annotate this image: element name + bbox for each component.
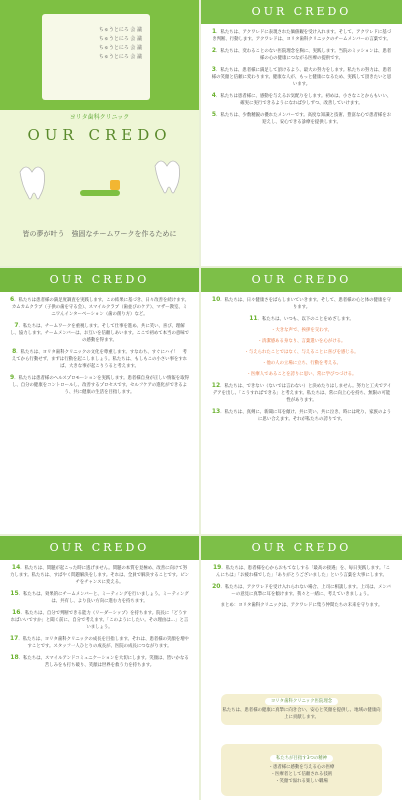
credo-number: 6	[10, 296, 15, 303]
panel-header	[0, 268, 199, 292]
credo-text: ．私たちは、アクワレドを受け入れられない場合、上司に相談します。上司は、メンバーの意見に真摯に耳を傾けます。我々と一緒に、考えていきましょう。	[220, 585, 391, 597]
credo-item	[10, 590, 189, 605]
credo-item	[10, 609, 189, 631]
panel-header	[201, 536, 402, 560]
tooth-mascots-illustration	[0, 150, 199, 220]
cover-title: OUR CREDO	[27, 126, 172, 144]
panel-title: OUR CREDO	[251, 5, 352, 18]
credo-number: 19	[212, 564, 222, 571]
credo-item	[211, 296, 392, 311]
credo-number: 13	[211, 408, 221, 415]
credo-panel-14-18	[0, 536, 199, 800]
credo-number: 10	[211, 296, 221, 303]
tooth-icon	[20, 167, 45, 199]
cover-panel	[0, 0, 199, 266]
credo-number: 12	[211, 382, 221, 389]
credo-number: 5	[211, 111, 217, 118]
panel-header	[201, 268, 402, 292]
credo-text: ．私たちは、スマイルアンドコミュニケーションを大切にします。笑顔は、皆いかなる苦しみをも打ち破り、笑顔は世界を救う力を持ちます。	[18, 656, 189, 668]
credo-number: 11	[249, 315, 258, 322]
credo-number: 14	[11, 564, 21, 571]
credo-item	[10, 564, 189, 586]
panel-header	[0, 536, 199, 560]
credo-item	[211, 315, 392, 323]
credo-item	[10, 296, 189, 318]
clinic-name: ヨリタ歯科クリニック	[69, 114, 130, 121]
tooth-icon	[155, 161, 180, 193]
philosophy-text: 私たちは、患者様の健康に真摯に向き合い、安心と笑顔を提供し、地域の健康向上に貢献します。	[222, 708, 381, 720]
bullet-item: ・清潔感ある身なり、言葉遣いを心がける。	[257, 339, 346, 344]
credo-item	[10, 374, 189, 396]
credo-item	[10, 348, 189, 370]
bullet-item: ・大きな声で、挨拶を交わす。	[270, 328, 333, 333]
credo-item	[211, 408, 392, 423]
credo-number: 15	[10, 590, 19, 597]
summary-text: まとめ：ヨリタ歯科クリニックは、アクワレドに集う仲間たちの未来を守ります。	[220, 603, 383, 608]
cover-tagline: 皆の夢が叶う 強固なチームワークを作るために	[22, 230, 177, 238]
credo-number: 4	[211, 92, 216, 99]
credo-list	[201, 296, 402, 427]
credo-number: 20	[212, 583, 221, 590]
credo-text: ．私たちは、問題が起こった時に逃げません。問題の本質を見極め、改善に向けて努力します。私たちは、すばやく問題解決をします。それは、全員で解決することです。ピンチをチャンスに変える。	[10, 566, 189, 585]
credo-item	[211, 382, 392, 404]
credo-item	[10, 654, 189, 669]
credo-text: ．私たちは患者様の満足度調査を実践します。この結果に基づき、日々改善を続けます。カムカムクラブ（子供の歯を守る会）、スマイルクラブ（歯並びのケア）、マザー教室、ミニワんインターベーション（歯の削り方）など。	[11, 298, 189, 317]
credo-item	[211, 47, 392, 62]
panel-header	[201, 0, 402, 24]
credo-text: ．私たちは、できない（ないでは言わない）と決めたりはしません。努力と工夫でアイデアを出し、「こうすればできる」と考えます。私たちは、常に向上心を持ち、無限の可能性があります。	[212, 384, 392, 403]
cover-title-box	[42, 14, 150, 100]
panel-title: OUR CREDO	[49, 273, 150, 286]
credo-item	[211, 92, 392, 107]
credo-text: ．私たちは、ヨリタ歯科クリニックの文化を尊重します。すなわち、すぐにハイ！ 考えてから行動せず、まずは行動を起こしましょう。私たちは、もしもこの小さい事をすれば、大きな事が起こりうると考えます。	[11, 350, 188, 369]
cover-line: ちゅうとにろ 会 議	[98, 36, 142, 42]
credo-panel-10-13	[201, 268, 402, 534]
panel-title: OUR CREDO	[251, 273, 352, 286]
credo-text: ．私たちは、自分で判断できる能力（リーダーシップ）を持ちます。院長に「どうすればいいですか」と聞く前に、自分で考えます。「このようにしたい。その理由は…」と言いましょう。	[10, 611, 189, 630]
panel-title: OUR CREDO	[49, 541, 150, 554]
cover-line: ちゅうとにろ 会 議	[98, 45, 142, 51]
credo-text: ．私たちは、アクワレドに表現された価値観を受け入れます。そして、アクワレドに基づき判断、行動します。アクワレドは、ヨリタ歯科クリニックのチームメンバーの言葉です。	[212, 30, 392, 42]
cover-line: ちゅうとにろ 会 議	[98, 27, 142, 33]
cover-line: ちゅうとにろ 会 議	[98, 54, 142, 60]
spirit-heading: 私たちが目指す3つの精神	[270, 755, 333, 762]
credo-text: ．私たちは患者様に、感動を与えるお気配りをします。初めは、小さなことからもいい、確実に実行できるようになれば少しずつ、改善していけます。	[215, 94, 392, 106]
credo-text: ．私たちは、ヨリタ歯科クリニックの成長を目指します。それは、患者様の笑顔を増やすことです。スタッフ一人ひとりの成長が、医院の成長につながります。	[18, 637, 189, 649]
credo-number: 2	[211, 47, 217, 54]
credo-text: ．私たちは、チームワークを重視します。そして仕事を進め、共に笑い、喜び、理解し、協力します。チームメンバーは、お互いを信頼しあいます。ここで初めて本当の意味での感動を得ます。	[10, 324, 190, 343]
credo-panel-6-9	[0, 268, 199, 534]
cover-header	[0, 0, 199, 110]
credo-item	[10, 322, 189, 344]
credo-list	[0, 296, 199, 400]
credo-item	[211, 564, 392, 579]
credo-item	[211, 66, 392, 88]
spirit-text: ・患者様に感動を与える心の医療 ・医療者として信頼される技術 ・笑顔で溢れる楽しい職場	[268, 765, 335, 784]
bullet-item: ・他の人の立場に立ち、行動を考える。	[261, 361, 342, 366]
credo-number: 16	[12, 609, 21, 616]
credo-item	[211, 111, 392, 126]
credo-list	[0, 564, 199, 673]
philosophy-heading: ヨリタ歯科クリニック医院理念	[265, 698, 338, 705]
credo-panel-19-20	[201, 536, 402, 800]
credo-text: ．私たちは、患者様を心からおもてなしする「最高の接遇」を、毎日実践します。「こんにちは」「お疲れ様でした」「ありがとうございました」という言葉を大事にします。	[216, 566, 391, 578]
credo-item	[10, 635, 189, 650]
credo-item	[211, 28, 392, 43]
credo-text: ．私たちは患者様のヘルスプロモーションを実践します。患者様自身が正しい情報を取得し、自分の健康をコントロールし、改善するプロセスです。セルフケアの進化ができるよう、共に健康の生活を目指します。	[11, 376, 189, 395]
philosophy-box	[221, 694, 382, 725]
credo-number: 9	[10, 374, 15, 381]
credo-text: ．私たちは、いつも、以下のことをめざします。	[257, 317, 354, 322]
credo-item	[211, 583, 392, 598]
bullet-item: ・医療人であることを誇りに思い、常に学びつづける。	[246, 372, 357, 377]
credo-number: 1	[211, 28, 217, 35]
credo-text: ．私たちは、日々健康さをばらしまいていきます。そして、患者様の心と体の健康を守ります。	[220, 298, 392, 310]
spirit-box	[221, 744, 382, 796]
credo-number: 18	[10, 654, 19, 661]
panel-title: OUR CREDO	[251, 541, 352, 554]
credo-text: ．私たちは、効果的にチームメンバーと、ミーティングを行いましょう。ミーティングは、共有し、より良い方向に進む力を持ちます。	[18, 592, 189, 604]
credo-number: 8	[12, 348, 17, 355]
credo-number: 17	[10, 635, 19, 642]
credo-number: 7	[14, 322, 19, 329]
toothbrush-icon	[80, 180, 120, 196]
credo-list	[201, 564, 402, 613]
credo-panel-1-5	[201, 0, 402, 266]
credo-text: ．私たちは、真剣に、新聞に耳を傾け、共に笑い、共に泣き、時には叱り、家族のように思い合えます。それが私たちの誇りです。	[220, 410, 392, 422]
credo-number: 3	[211, 66, 216, 73]
credo-text: ．私たちは、変わることのない医院理念を胸に、実践します。当院のミッションは、患者様の心の健康につながる医療の提供です。	[216, 49, 392, 61]
credo-list	[201, 28, 402, 130]
credo-text: ．私たちは、患者様に満足して頂けるよう、最大の努力をします。私たちの努力は、患者様の笑顔と信頼に変わります。健康な人が、もっと健康になるため、実践して頂きたいと思います。	[211, 68, 392, 87]
credo-text: ．私たちは、少数精鋭の優れたメンバーです。高度な知識と技術、豊富な心で患者様をお迎えし、安心できる診療を提供します。	[216, 113, 392, 125]
bullet-item: ・与えられたことではなく、与えることに喜びを感じる。	[244, 350, 359, 355]
